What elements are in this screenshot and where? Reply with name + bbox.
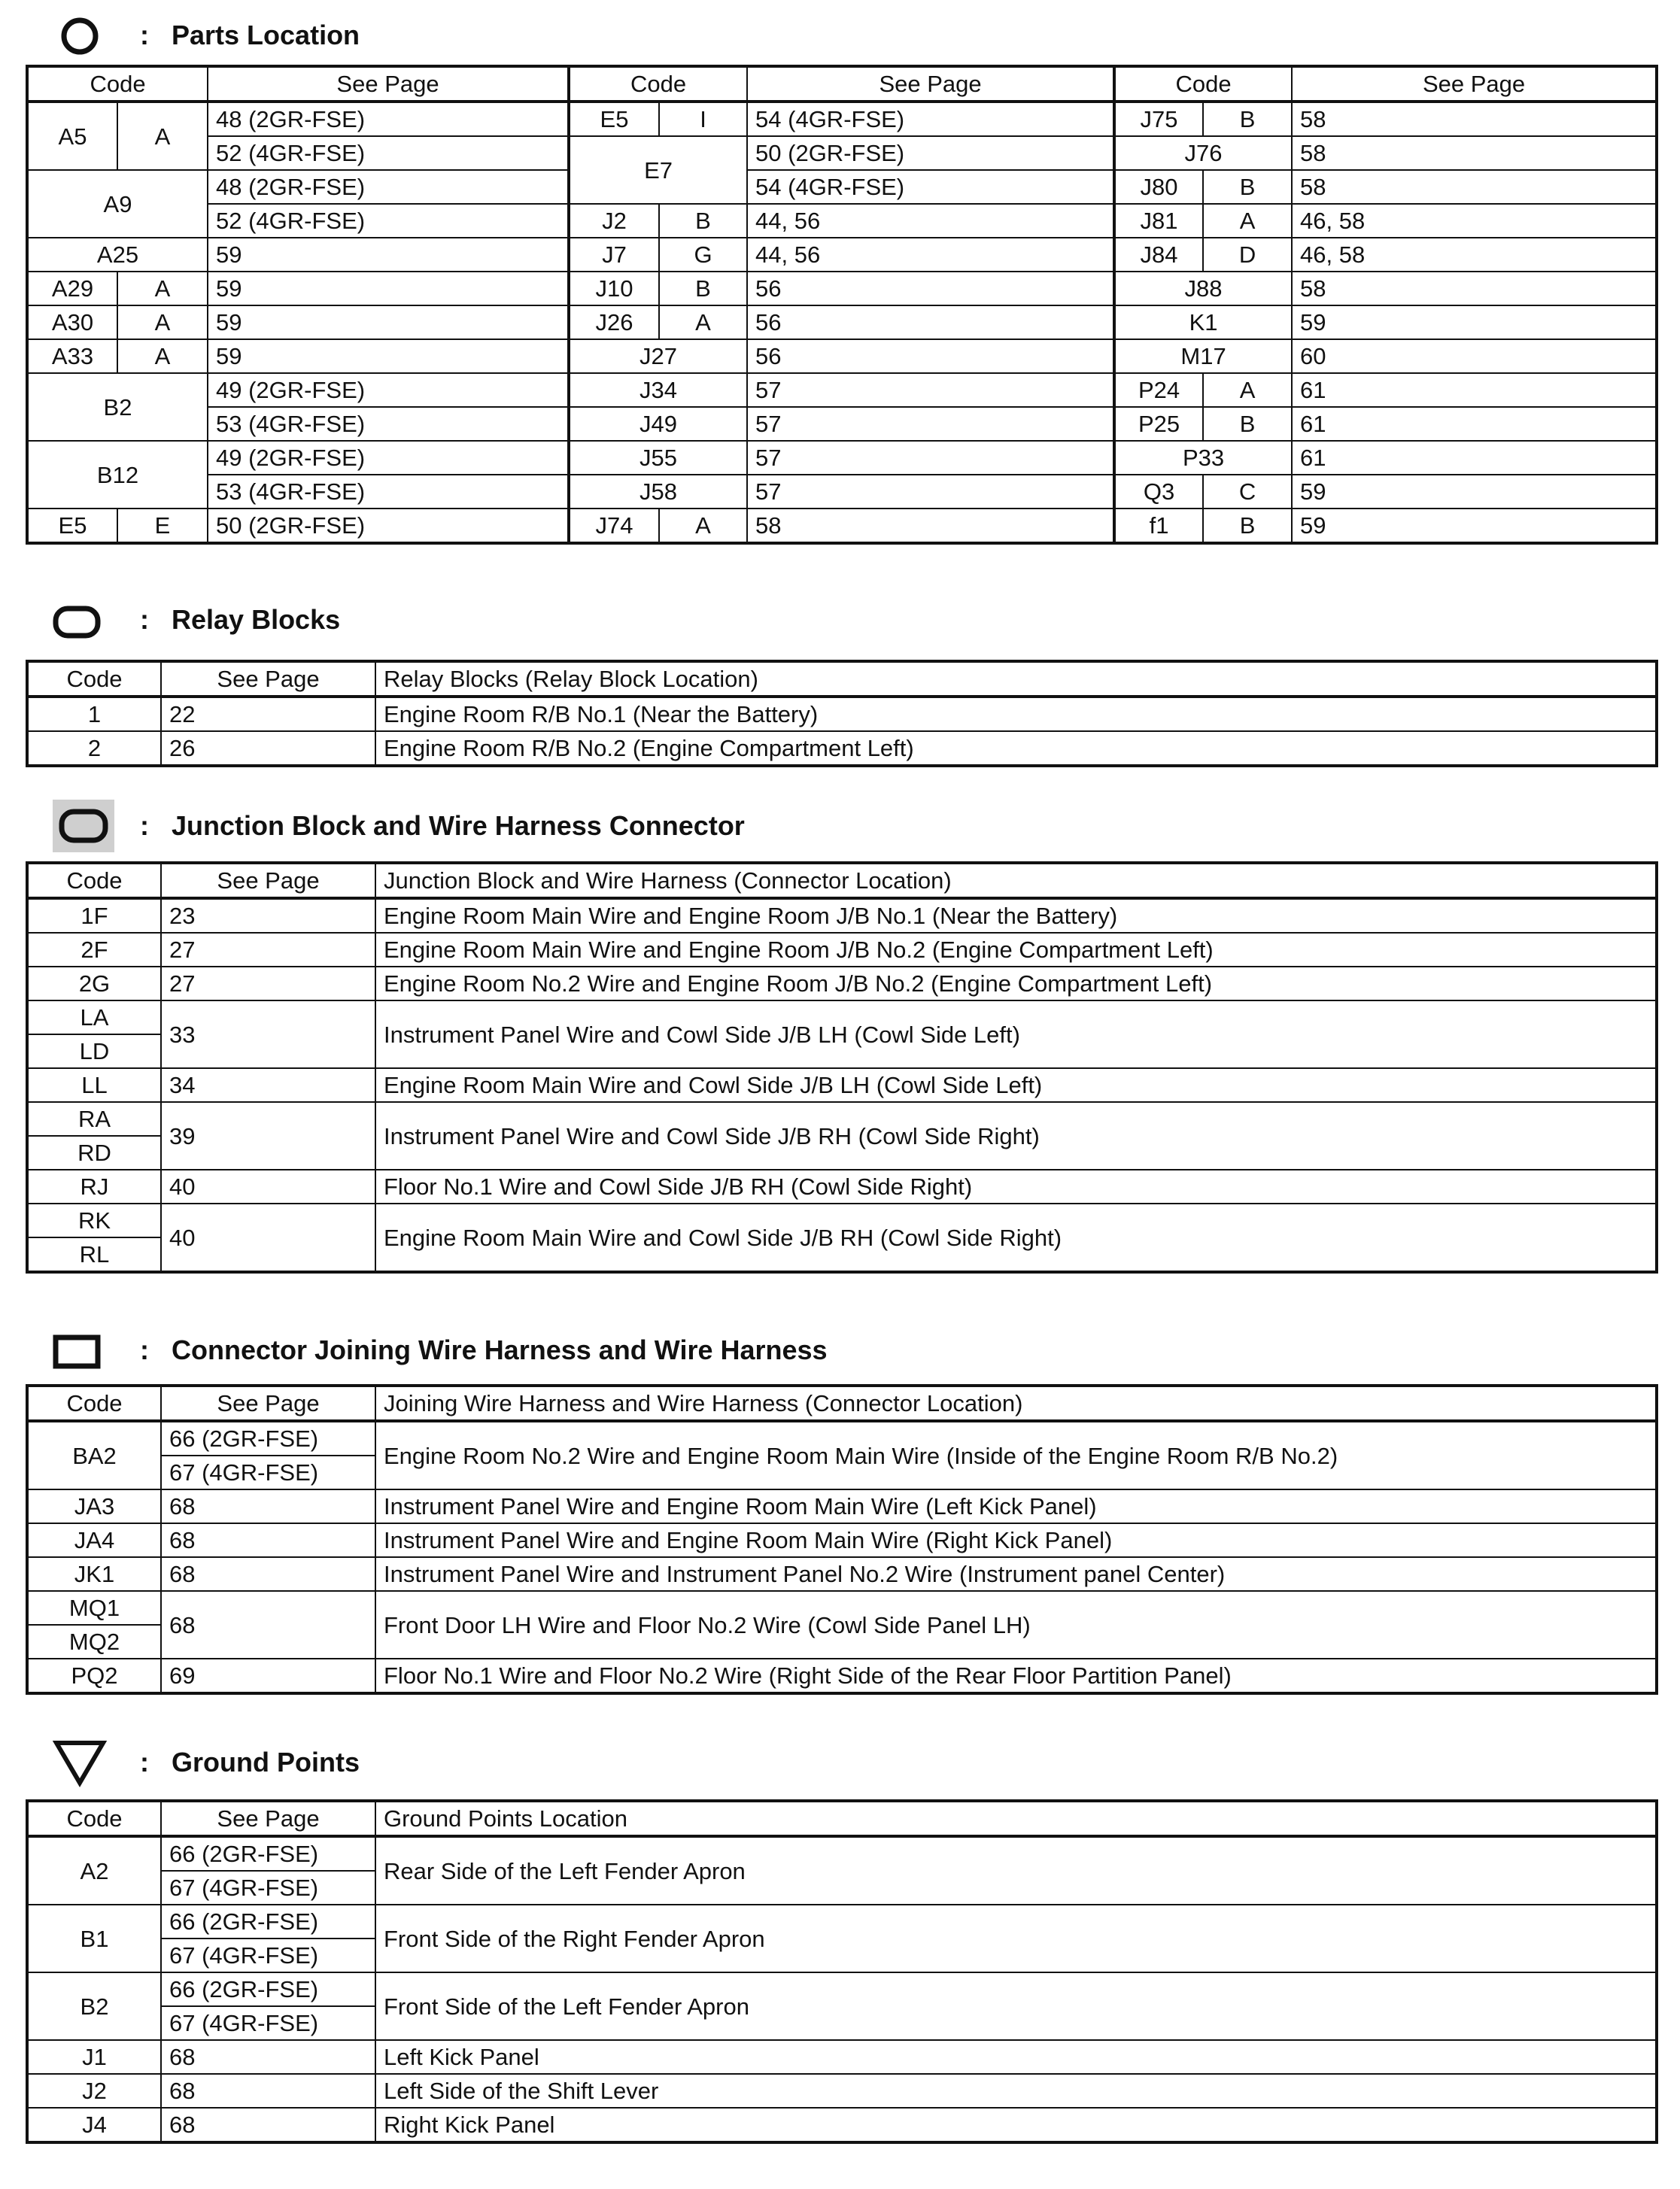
code-cell: RJ [27, 1170, 161, 1204]
page-cell: 46, 58 [1292, 204, 1657, 238]
page-cell: 57 [747, 407, 1114, 441]
table-row [27, 509, 1657, 543]
description-cell: Engine Room Main Wire and Cowl Side J/B LH (Cowl Side Left) [375, 1068, 1657, 1102]
description-cell: Instrument Panel Wire and Cowl Side J/B RH (Cowl Side Right) [375, 1102, 1657, 1170]
table-row [27, 2074, 1657, 2108]
code-cell: JA4 [27, 1523, 161, 1557]
table-header-row [27, 66, 1657, 102]
table-row [27, 1905, 1657, 1939]
junction-block-table [26, 861, 1658, 1274]
code-cell: J80 [1114, 170, 1203, 204]
sub-code-cell: D [1203, 238, 1292, 272]
code-cell: A29 [27, 272, 117, 305]
page-cell: 59 [1292, 475, 1657, 509]
section-colon: : [140, 1334, 149, 1365]
code-cell: E5 [27, 509, 117, 543]
table-row [27, 305, 1657, 339]
code-cell: J2 [27, 2074, 161, 2108]
header-code: Code [27, 66, 208, 102]
code-cell: J81 [1114, 204, 1203, 238]
page-cell: 39 [161, 1102, 375, 1170]
table-row [27, 1523, 1657, 1557]
page-cell: 61 [1292, 373, 1657, 407]
page-cell: 26 [161, 731, 375, 766]
code-cell: 1F [27, 898, 161, 933]
code-cell: J26 [569, 305, 659, 339]
code-cell: J76 [1114, 136, 1292, 170]
code-cell: A30 [27, 305, 117, 339]
code-cell: J1 [27, 2040, 161, 2074]
table-row [27, 1170, 1657, 1204]
page-cell: 68 [161, 1489, 375, 1523]
description-cell: Front Side of the Right Fender Apron [375, 1905, 1657, 1972]
page-cell: 67 (4GR-FSE) [161, 1456, 375, 1489]
code-cell: J74 [569, 509, 659, 543]
header-description: Junction Block and Wire Harness (Connector Location) [375, 863, 1657, 898]
page-cell: 50 (2GR-FSE) [208, 509, 569, 543]
code-cell: J27 [569, 339, 747, 373]
code-cell: JK1 [27, 1557, 161, 1591]
parts-location-heading [0, 12, 1680, 60]
table-row [27, 136, 1657, 170]
header-code: Code [569, 66, 747, 102]
description-cell: Right Kick Panel [375, 2108, 1657, 2142]
section-title-connector-joining: Connector Joining Wire Harness and Wire Harness [172, 1334, 828, 1365]
description-cell: Engine Room R/B No.1 (Near the Battery) [375, 697, 1657, 731]
header-code: Code [27, 661, 161, 697]
relay-blocks-table [26, 660, 1658, 767]
sub-code-cell: A [659, 305, 747, 339]
page-cell: 46, 58 [1292, 238, 1657, 272]
table-row [27, 475, 1657, 509]
page-cell: 56 [747, 305, 1114, 339]
description-cell: Engine Room No.2 Wire and Engine Room Main Wire (Inside of the Engine Room R/B No.2) [375, 1421, 1657, 1489]
page-cell: 66 (2GR-FSE) [161, 1421, 375, 1456]
page-cell: 48 (2GR-FSE) [208, 102, 569, 136]
page-cell: 67 (4GR-FSE) [161, 1871, 375, 1905]
code-cell: MQ1 [27, 1591, 161, 1625]
page-cell: 68 [161, 2040, 375, 2074]
table-row [27, 1102, 1657, 1136]
table-row [27, 373, 1657, 407]
page-cell: 56 [747, 339, 1114, 373]
code-cell: LL [27, 1068, 161, 1102]
page-cell: 52 (4GR-FSE) [208, 204, 569, 238]
table-row [27, 441, 1657, 475]
page-cell: 44, 56 [747, 238, 1114, 272]
table-header-row [27, 1801, 1657, 1836]
code-cell: E7 [569, 136, 747, 204]
sub-code-cell: G [659, 238, 747, 272]
table-row [27, 1000, 1657, 1034]
table-row [27, 238, 1657, 272]
description-cell: Engine Room Main Wire and Cowl Side J/B RH (Cowl Side Right) [375, 1204, 1657, 1272]
code-cell: E5 [569, 102, 659, 136]
description-cell: Engine Room Main Wire and Engine Room J/B No.2 (Engine Compartment Left) [375, 933, 1657, 967]
page-cell: 66 (2GR-FSE) [161, 1905, 375, 1939]
code-cell: K1 [1114, 305, 1292, 339]
code-cell: J49 [569, 407, 747, 441]
page-cell: 56 [747, 272, 1114, 305]
code-cell: BA2 [27, 1421, 161, 1489]
code-cell: 2G [27, 967, 161, 1000]
table-row [27, 339, 1657, 373]
header-description: Relay Blocks (Relay Block Location) [375, 661, 1657, 697]
table-row [27, 1836, 1657, 1871]
page-cell: 66 (2GR-FSE) [161, 1836, 375, 1871]
code-cell: P24 [1114, 373, 1203, 407]
code-cell: JA3 [27, 1489, 161, 1523]
sub-code-cell: A [117, 272, 208, 305]
code-cell: P33 [1114, 441, 1292, 475]
page-cell: 58 [1292, 272, 1657, 305]
page-cell: 60 [1292, 339, 1657, 373]
code-cell: J84 [1114, 238, 1203, 272]
table-row [27, 1421, 1657, 1456]
description-cell: Left Side of the Shift Lever [375, 2074, 1657, 2108]
rounded-rect-icon [59, 809, 108, 843]
sub-code-cell: A [117, 305, 208, 339]
code-cell: LA [27, 1000, 161, 1034]
page-cell: 23 [161, 898, 375, 933]
page-cell: 58 [1292, 170, 1657, 204]
section-title-relay-blocks: Relay Blocks [172, 604, 341, 635]
table-row [27, 2108, 1657, 2142]
page-cell: 49 (2GR-FSE) [208, 441, 569, 475]
sub-code-cell: B [1203, 102, 1292, 136]
section-colon: : [140, 20, 149, 50]
section-title-parts-location: Parts Location [172, 20, 360, 50]
sub-code-cell: B [659, 272, 747, 305]
sub-code-cell: I [659, 102, 747, 136]
page-cell: 48 (2GR-FSE) [208, 170, 569, 204]
table-row [27, 170, 1657, 204]
page-cell: 68 [161, 2108, 375, 2142]
description-cell: Instrument Panel Wire and Instrument Panel No.2 Wire (Instrument panel Center) [375, 1557, 1657, 1591]
page-cell: 68 [161, 1591, 375, 1659]
page-cell: 44, 56 [747, 204, 1114, 238]
connector-joining-table [26, 1384, 1658, 1695]
description-cell: Front Side of the Left Fender Apron [375, 1972, 1657, 2040]
code-cell: J10 [569, 272, 659, 305]
code-cell: B12 [27, 441, 208, 509]
code-cell: LD [27, 1034, 161, 1068]
page-cell: 27 [161, 933, 375, 967]
page-cell: 58 [747, 509, 1114, 543]
section-colon: : [140, 810, 149, 841]
page-cell: 40 [161, 1170, 375, 1204]
page-cell: 67 (4GR-FSE) [161, 2006, 375, 2040]
page-cell: 58 [1292, 136, 1657, 170]
description-cell: Floor No.1 Wire and Cowl Side J/B RH (Cowl Side Right) [375, 1170, 1657, 1204]
header-description: Joining Wire Harness and Wire Harness (Connector Location) [375, 1386, 1657, 1421]
page-cell: 69 [161, 1659, 375, 1693]
sub-code-cell: C [1203, 475, 1292, 509]
code-cell: A5 [27, 102, 117, 170]
description-cell: Rear Side of the Left Fender Apron [375, 1836, 1657, 1905]
header-code: Code [27, 1801, 161, 1836]
code-cell: 2 [27, 731, 161, 766]
description-cell: Instrument Panel Wire and Engine Room Main Wire (Left Kick Panel) [375, 1489, 1657, 1523]
sub-code-cell: A [117, 102, 208, 170]
table-row [27, 102, 1657, 136]
description-cell: Floor No.1 Wire and Floor No.2 Wire (Right Side of the Rear Floor Partition Panel) [375, 1659, 1657, 1693]
description-cell: Front Door LH Wire and Floor No.2 Wire (Cowl Side Panel LH) [375, 1591, 1657, 1659]
page-cell: 53 (4GR-FSE) [208, 475, 569, 509]
description-cell: Engine Room R/B No.2 (Engine Compartment Left) [375, 731, 1657, 766]
code-cell: A9 [27, 170, 208, 238]
page-cell: 58 [1292, 102, 1657, 136]
sub-code-cell: A [659, 509, 747, 543]
page-cell: 50 (2GR-FSE) [747, 136, 1114, 170]
ground-points-table [26, 1799, 1658, 2144]
table-row [27, 1659, 1657, 1693]
sub-code-cell: A [1203, 373, 1292, 407]
page-cell: 68 [161, 2074, 375, 2108]
code-cell: PQ2 [27, 1659, 161, 1693]
table-row [27, 731, 1657, 766]
code-cell: f1 [1114, 509, 1203, 543]
junction-block-heading [0, 800, 1680, 852]
code-cell: B1 [27, 1905, 161, 1972]
table-row [27, 697, 1657, 731]
sub-code-cell: B [1203, 407, 1292, 441]
table-row [27, 1591, 1657, 1625]
table-row [27, 272, 1657, 305]
code-cell: MQ2 [27, 1625, 161, 1659]
code-cell: M17 [1114, 339, 1292, 373]
page-cell: 66 (2GR-FSE) [161, 1972, 375, 2006]
page-cell: 22 [161, 697, 375, 731]
page-cell: 57 [747, 373, 1114, 407]
page-cell: 53 (4GR-FSE) [208, 407, 569, 441]
code-cell: A2 [27, 1836, 161, 1905]
header-see-page: See Page [1292, 66, 1657, 102]
table-row [27, 933, 1657, 967]
circle-icon [60, 17, 99, 56]
code-cell: RK [27, 1204, 161, 1237]
code-cell: J88 [1114, 272, 1292, 305]
connector-joining-heading [0, 1327, 1680, 1375]
code-cell: B2 [27, 373, 208, 441]
page-cell: 52 (4GR-FSE) [208, 136, 569, 170]
code-cell: 2F [27, 933, 161, 967]
page-cell: 57 [747, 475, 1114, 509]
page-cell: 59 [1292, 509, 1657, 543]
description-cell: Left Kick Panel [375, 2040, 1657, 2074]
page-cell: 54 (4GR-FSE) [747, 102, 1114, 136]
ground-points-heading [0, 1738, 1680, 1790]
parts-location-table [26, 65, 1658, 545]
section-title-ground-points: Ground Points [172, 1747, 360, 1778]
code-cell: RA [27, 1102, 161, 1136]
page-cell: 57 [747, 441, 1114, 475]
header-code: Code [1114, 66, 1292, 102]
sub-code-cell: A [1203, 204, 1292, 238]
table-row [27, 1489, 1657, 1523]
page-cell: 59 [208, 305, 569, 339]
code-cell: J55 [569, 441, 747, 475]
code-cell: A33 [27, 339, 117, 373]
code-cell: J58 [569, 475, 747, 509]
table-row [27, 1204, 1657, 1237]
page-cell: 59 [1292, 305, 1657, 339]
code-cell: J7 [569, 238, 659, 272]
description-cell: Instrument Panel Wire and Cowl Side J/B LH (Cowl Side Left) [375, 1000, 1657, 1068]
page-cell: 54 (4GR-FSE) [747, 170, 1114, 204]
sub-code-cell: B [1203, 170, 1292, 204]
code-cell: 1 [27, 697, 161, 731]
page-cell: 68 [161, 1557, 375, 1591]
relay-blocks-heading [0, 597, 1680, 645]
header-description: Ground Points Location [375, 1801, 1657, 1836]
rounded-rect-icon [53, 606, 101, 639]
sub-code-cell: B [659, 204, 747, 238]
table-header-row [27, 1386, 1657, 1421]
table-row [27, 1068, 1657, 1102]
header-see-page: See Page [161, 661, 375, 697]
table-header-row [27, 863, 1657, 898]
table-row [27, 204, 1657, 238]
triangle-icon [53, 1739, 107, 1787]
code-cell: J4 [27, 2108, 161, 2142]
page-cell: 33 [161, 1000, 375, 1068]
page-cell: 49 (2GR-FSE) [208, 373, 569, 407]
table-header-row [27, 661, 1657, 697]
header-see-page: See Page [747, 66, 1114, 102]
section-title-junction-block: Junction Block and Wire Harness Connector [172, 810, 745, 841]
code-cell: J34 [569, 373, 747, 407]
page-cell: 40 [161, 1204, 375, 1272]
description-cell: Engine Room No.2 Wire and Engine Room J/B No.2 (Engine Compartment Left) [375, 967, 1657, 1000]
table-row [27, 1557, 1657, 1591]
section-colon: : [140, 604, 149, 635]
page-cell: 27 [161, 967, 375, 1000]
square-icon [53, 1334, 101, 1369]
code-cell: J75 [1114, 102, 1203, 136]
code-cell: J2 [569, 204, 659, 238]
table-row [27, 1972, 1657, 2006]
sub-code-cell: B [1203, 509, 1292, 543]
table-row [27, 898, 1657, 933]
page-cell: 59 [208, 272, 569, 305]
table-row [27, 2040, 1657, 2074]
page-cell: 34 [161, 1068, 375, 1102]
code-cell: RD [27, 1136, 161, 1170]
code-cell: Q3 [1114, 475, 1203, 509]
code-cell: P25 [1114, 407, 1203, 441]
page-cell: 59 [208, 238, 569, 272]
sub-code-cell: A [117, 339, 208, 373]
header-code: Code [27, 863, 161, 898]
header-see-page: See Page [161, 1801, 375, 1836]
header-see-page: See Page [161, 1386, 375, 1421]
description-cell: Engine Room Main Wire and Engine Room J/B No.1 (Near the Battery) [375, 898, 1657, 933]
code-cell: RL [27, 1237, 161, 1272]
table-row [27, 407, 1657, 441]
table-row [27, 967, 1657, 1000]
header-see-page: See Page [208, 66, 569, 102]
code-cell: A25 [27, 238, 208, 272]
page-cell: 59 [208, 339, 569, 373]
code-cell: B2 [27, 1972, 161, 2040]
page-cell: 67 (4GR-FSE) [161, 1939, 375, 1972]
section-colon: : [140, 1747, 149, 1778]
page-cell: 61 [1292, 441, 1657, 475]
page-cell: 68 [161, 1523, 375, 1557]
header-see-page: See Page [161, 863, 375, 898]
sub-code-cell: E [117, 509, 208, 543]
page-cell: 61 [1292, 407, 1657, 441]
header-code: Code [27, 1386, 161, 1421]
description-cell: Instrument Panel Wire and Engine Room Main Wire (Right Kick Panel) [375, 1523, 1657, 1557]
